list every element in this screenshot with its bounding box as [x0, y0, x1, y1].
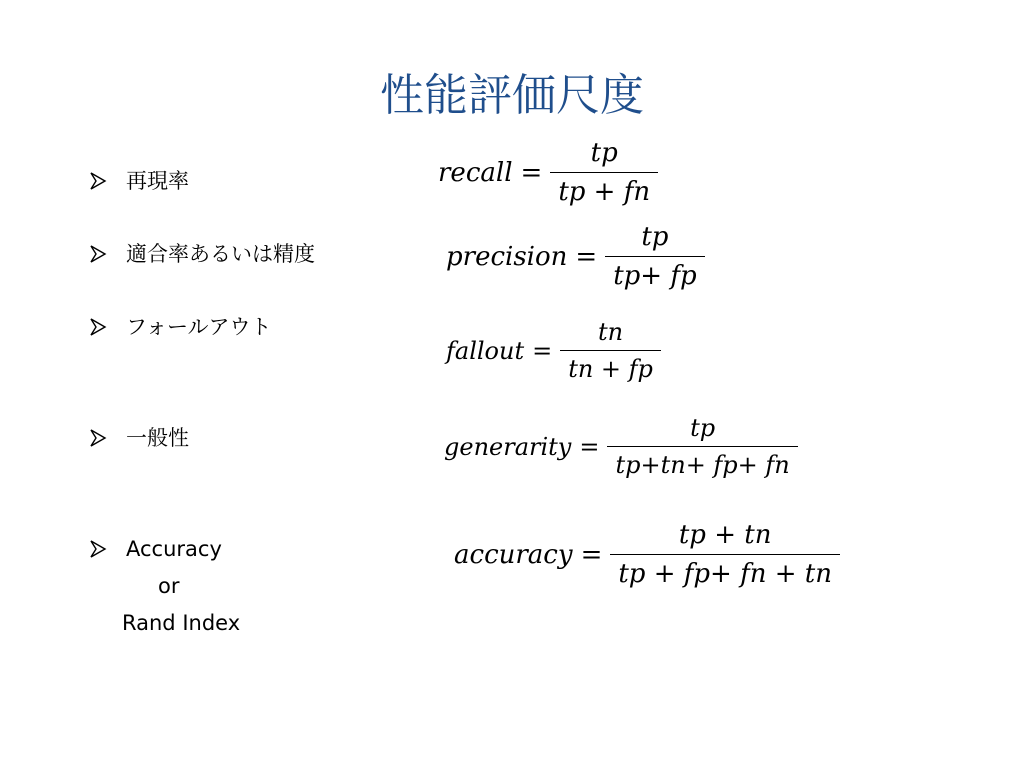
bullet-accuracy-or: or [158, 574, 180, 598]
formula-lhs: accuracy [454, 539, 573, 570]
formula-denominator: tn + fp [560, 350, 661, 383]
bullet-recall [88, 166, 189, 196]
arrow-bullet-icon [88, 317, 108, 337]
formula-accuracy [454, 520, 840, 589]
formula-numerator: tp [690, 414, 716, 442]
bullet-accuracy-rand-index: Rand Index [122, 611, 241, 635]
formula-equals: = [520, 157, 543, 188]
formula-fraction [550, 138, 658, 207]
formula-precision [446, 222, 705, 291]
formula-fraction [560, 318, 661, 383]
arrow-bullet-icon [88, 171, 108, 191]
formula-generality [444, 414, 798, 479]
formula-numerator: tp [590, 138, 618, 168]
formula-fallout [446, 318, 661, 383]
formula-lhs: generarity [444, 432, 572, 461]
formula-numerator: tp [641, 222, 669, 252]
formula-lhs: precision [446, 241, 568, 272]
formula-denominator: tp + fn [550, 172, 658, 207]
arrow-bullet-icon [88, 428, 108, 448]
bullet-label: フォールアウト [126, 315, 272, 339]
formula-numerator: tp + tn [678, 520, 772, 550]
formula-equals: = [580, 539, 603, 570]
formula-recall [438, 138, 658, 207]
formula-fraction [605, 222, 704, 291]
bullet-label: 再現率 [126, 169, 189, 193]
bullet-label: 適合率あるいは精度 [126, 242, 315, 266]
formula-numerator: tn [598, 318, 624, 346]
slide-title: 性能評価尺度 [380, 70, 644, 121]
formula-fraction [610, 520, 840, 589]
formula-equals: = [579, 432, 600, 461]
formula-denominator: tp+ fp [605, 256, 704, 291]
arrow-bullet-icon [88, 539, 108, 559]
bullet-label: 一般性 [126, 426, 189, 450]
bullet-precision [88, 239, 315, 269]
formula-equals: = [575, 241, 598, 272]
bullet-generality [88, 423, 189, 453]
bullet-fallout [88, 312, 272, 342]
formula-fraction [607, 414, 797, 479]
formula-denominator: tp+tn+ fp+ fn [607, 446, 797, 479]
formula-equals: = [532, 336, 553, 365]
bullet-accuracy [88, 534, 222, 564]
formula-denominator: tp + fp+ fn + tn [610, 554, 840, 589]
arrow-bullet-icon [88, 244, 108, 264]
formula-lhs: fallout [446, 336, 525, 365]
bullet-label: Accuracy [126, 537, 222, 561]
formula-lhs: recall [438, 157, 513, 188]
